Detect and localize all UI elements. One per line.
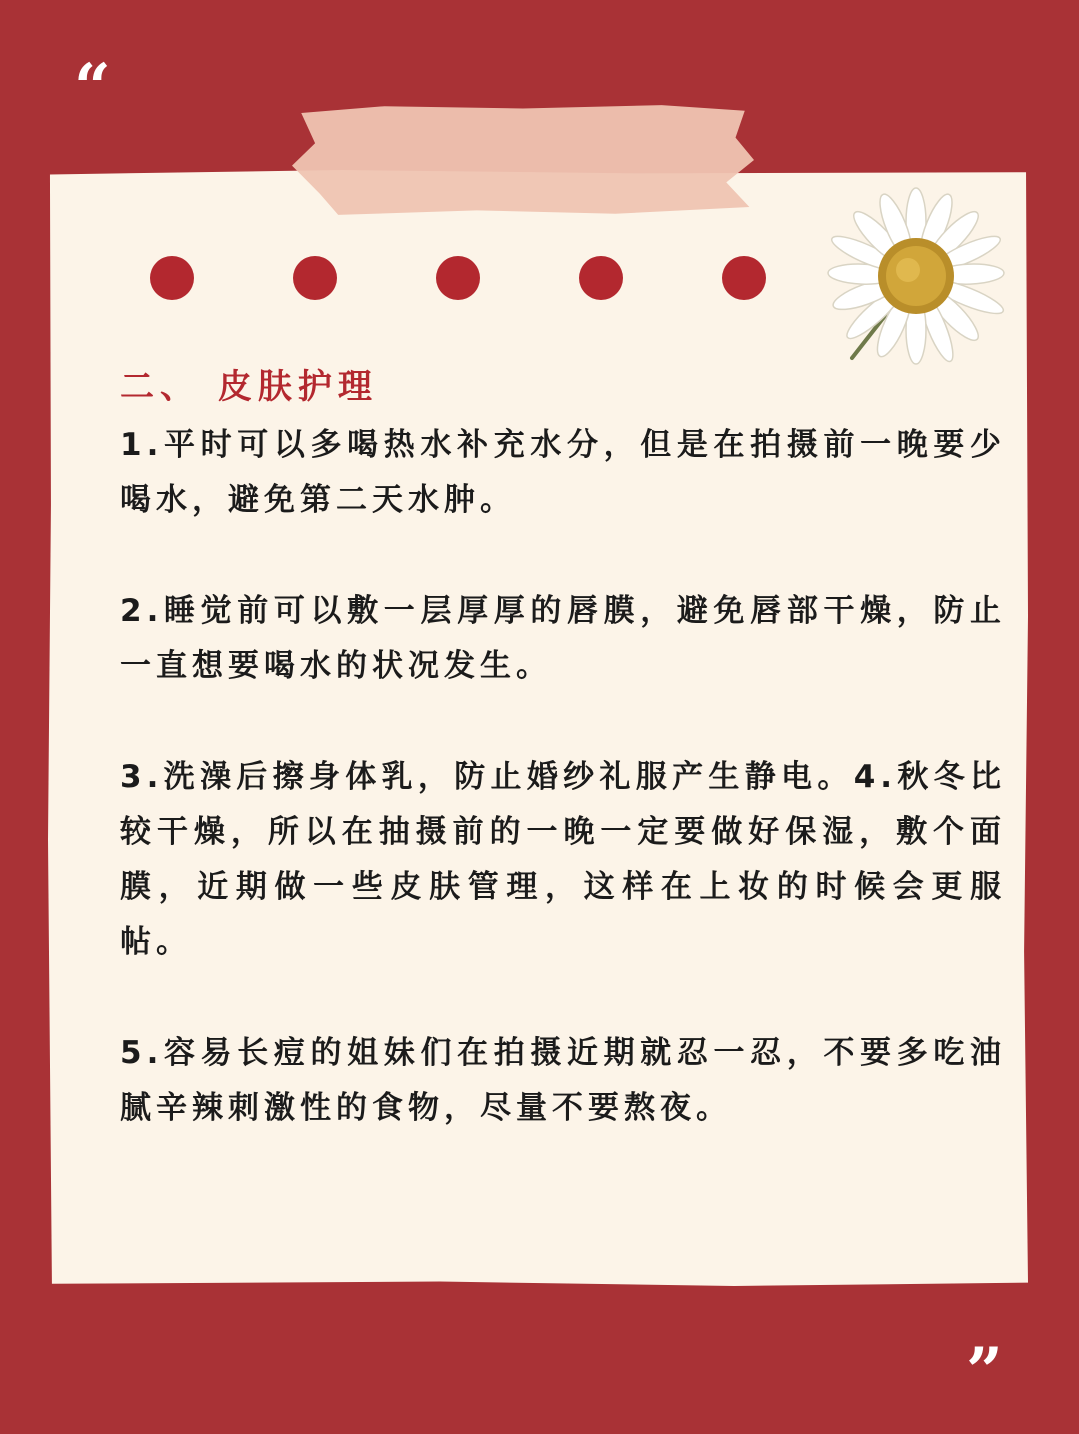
section-title: 二、 皮肤护理 [120, 367, 378, 407]
tip-paragraph-2: 2.睡觉前可以敷一层厚厚的唇膜，避免唇部干燥，防止一直想要喝水的状况发生。 [120, 593, 1006, 684]
decor-dot [722, 256, 766, 300]
skin-care-section [120, 362, 1006, 1136]
tip-paragraph-4: 5.容易长痘的姐妹们在拍摄近期就忍一忍，不要多吃油腻辛辣刺激性的食物，尽量不要熬夜。 [120, 1035, 1006, 1126]
closing-quote-mark: ” [966, 1334, 1003, 1409]
decor-dot [293, 256, 337, 300]
decor-dot [436, 256, 480, 300]
decor-dot [150, 256, 194, 300]
tip-paragraph-1: 1.平时可以多喝热水补充水分，但是在拍摄前一晚要少喝水，避免第二天水肿。 [120, 427, 1006, 518]
daisy-icon [808, 180, 1028, 380]
opening-quote-mark: “ [74, 50, 111, 125]
tip-paragraph-3: 3.洗澡后擦身体乳，防止婚纱礼服产生静电。4.秋冬比较干燥，所以在抽摄前的一晚一定要做好保湿，敷个面膜，近期做一些皮肤管理，这样在上妆的时候会更服帖。 [120, 759, 1006, 960]
decor-dot [579, 256, 623, 300]
masking-tape [292, 104, 754, 216]
